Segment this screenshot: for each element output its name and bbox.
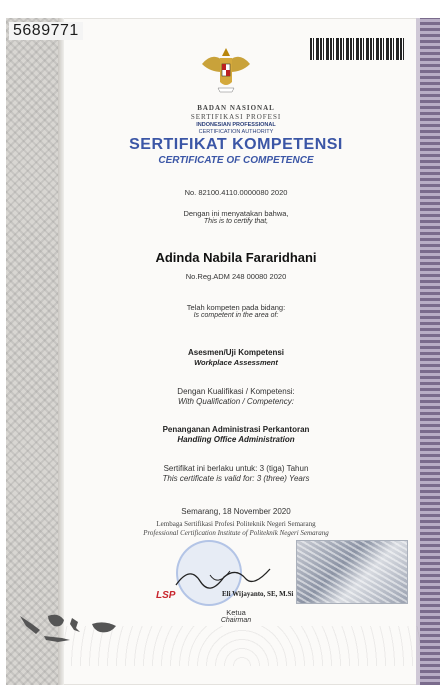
signer-role-en: Chairman [220, 617, 252, 624]
issuer-name-id-2: SERTIFIKASI PROFESI [190, 113, 282, 121]
competence-area-id: Asesmen/Uji Kompetensi [187, 348, 285, 357]
hologram-icon [296, 540, 408, 604]
indonesia-map-icon [18, 610, 118, 644]
barcode-icon [310, 38, 404, 60]
certify-text-en: This is to certify that, [203, 218, 269, 225]
validity-en: This certificate is valid for: 3 (three) Years [162, 474, 310, 483]
garuda-emblem-icon [198, 42, 254, 98]
competent-text-en: Is competent in the area of: [193, 312, 279, 319]
issuer-name-id: BADAN NASIONAL [197, 104, 275, 112]
lsp-logo: LSP [156, 590, 176, 601]
certify-text-id: Dengan ini menyatakan bahwa, [183, 209, 289, 218]
validity-id: Sertifikat ini berlaku untuk: 3 (tiga) Tahun [163, 464, 309, 473]
registration-number: No.Reg.ADM 248 00080 2020 [185, 272, 287, 281]
right-band-edge [416, 18, 420, 685]
certificate-number: No. 82100.4110.0000080 2020 [184, 188, 288, 197]
institute-name-en: Professional Certification Institute of Politeknik Negeri Semarang [143, 529, 329, 537]
right-decorative-band [420, 18, 440, 685]
signature [170, 555, 280, 595]
qualification-en: Handling Office Administration [177, 435, 295, 444]
signer-role-id: Ketua [226, 608, 246, 617]
issuer-name-en-2: CERTIFICATION AUTHORITY [198, 129, 274, 135]
institute-name-id: Lembaga Sertifikasi Profesi Politeknik Negeri Semarang [156, 520, 316, 528]
place-date: Semarang, 18 November 2020 [181, 507, 291, 516]
certificate-subtitle: CERTIFICATE OF COMPETENCE [158, 155, 314, 166]
qualification-label-id: Dengan Kualifikasi / Kompetensi: [177, 387, 295, 396]
issuer-name-en: INDONESIAN PROFESSIONAL [196, 122, 276, 128]
left-decorative-band [6, 18, 58, 685]
competence-area-en: Workplace Assessment [194, 358, 278, 367]
serial-number: 5689771 [9, 22, 83, 40]
competent-text-id: Telah kompeten pada bidang: [186, 303, 286, 312]
qualification-id: Penanganan Administrasi Perkantoran [162, 425, 310, 434]
qualification-label-en: With Qualification / Competency: [178, 397, 294, 406]
certificate-title: SERTIFIKAT KOMPETENSI [129, 136, 343, 153]
holder-name: Adinda Nabila Fararidhani [155, 250, 317, 265]
signer-name: Eli Wijayanto, SE, M.Si [222, 590, 294, 598]
